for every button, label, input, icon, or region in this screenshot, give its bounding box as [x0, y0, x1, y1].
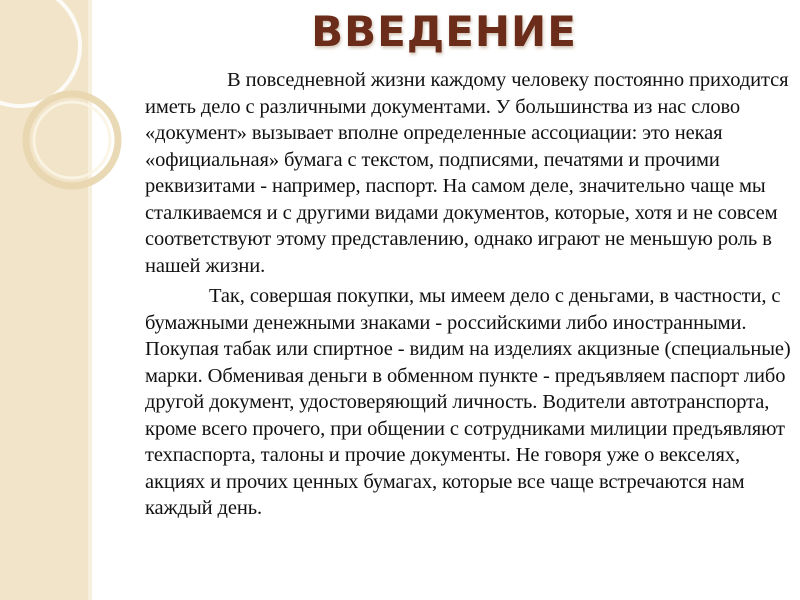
- paragraph-intro: В повседневной жизни каждому человеку постоянно приходится иметь дело с различными документами. У большинства из нас слово «документ» вызывает вполне определенные ассоциации: это некая «официальная» бумага с текстом, подписями, печатями и прочими реквизитами - например, паспорт. На самом деле, значительно чаще мы сталкиваемся и с другими видами документов, которые, хотя и не совсем соответствуют этому представлению, однако играют не меньшую роль в нашей жизни.: [145, 69, 789, 277]
- decorative-ring-inner: [34, 102, 110, 178]
- paragraph-examples: Так, совершая покупки, мы имеем дело с деньгами, в частности, с бумажными денежными знаками - российскими либо иностранными. Покупая табак или спиртное - видим на изделиях акцизные (специальные) марки. Обменивая деньги в обменном пункте - предъявляем паспорт либо другой документ, удостоверяющий личность. Водители автотранспорта, кроме всего прочего, при общении с сотрудниками милиции предъявляют техпаспорта, талоны и прочие документы. Не говоря уже о векселях, акциях и прочих ценных бумагах, которые все чаще встречаются нам каждый день.: [145, 285, 791, 519]
- decorative-ring-large: [0, 0, 80, 106]
- slide-title: ВВЕДЕНИЕ: [311, 7, 577, 56]
- decorative-ring-medium: [26, 94, 118, 186]
- slide-body: [145, 67, 796, 522]
